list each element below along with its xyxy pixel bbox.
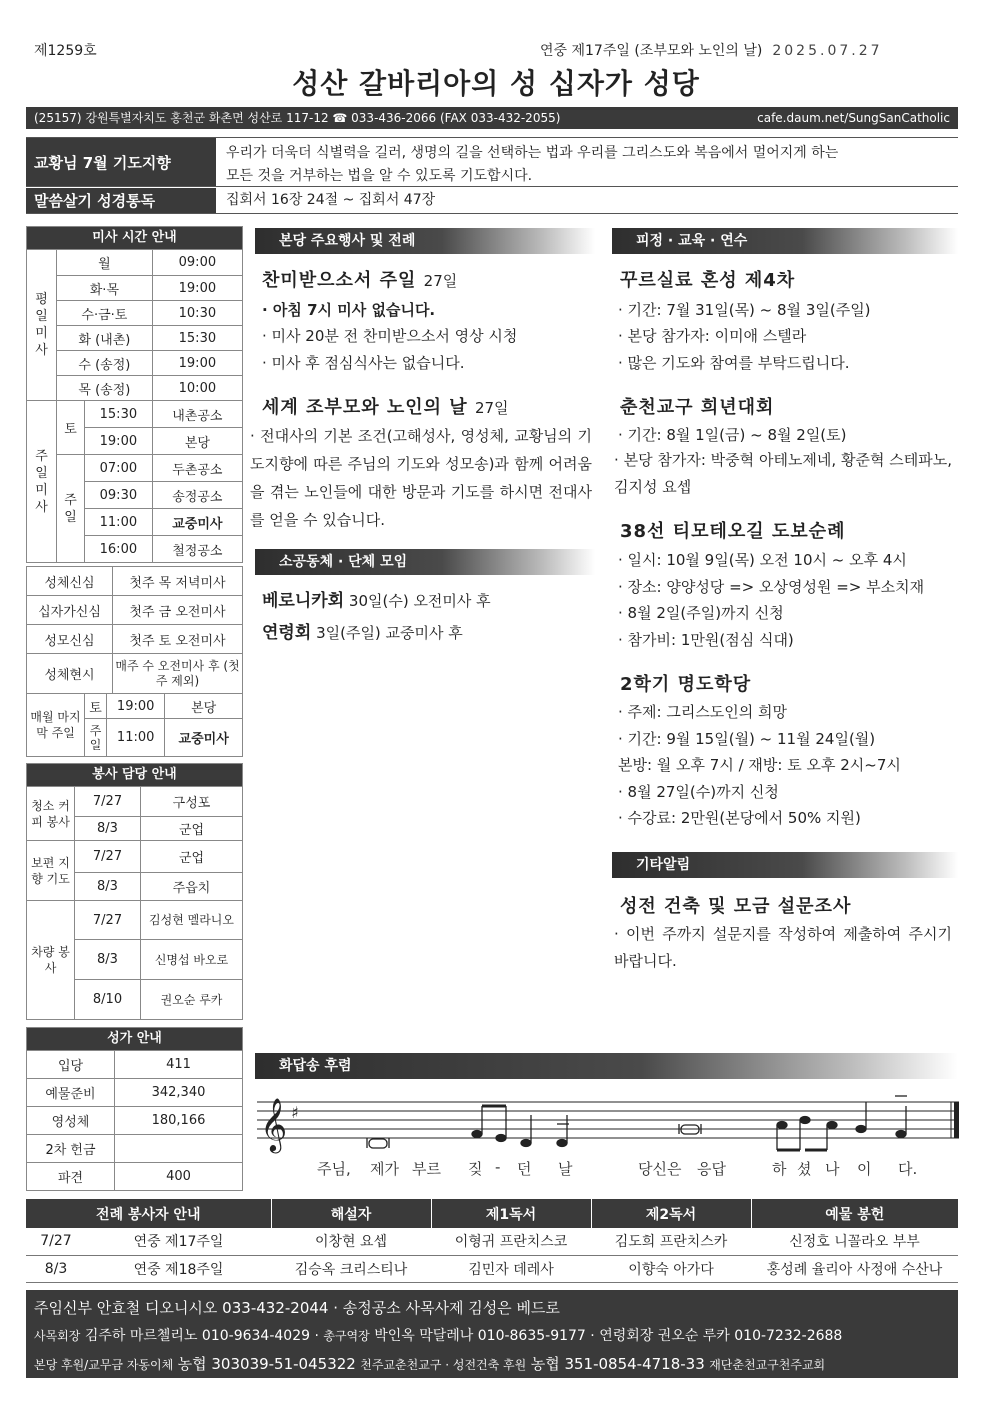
devotion-name: 성체신심 <box>27 567 113 596</box>
minister-offering: 홍성례 율리아 사정애 수산나 <box>766 1261 943 1278</box>
minister-reader1: 이형귀 프란치스코 <box>454 1234 568 1251</box>
service-date: 8/3 <box>75 817 141 841</box>
lyric: 짖 <box>468 1160 483 1178</box>
service-person: 주읍치 <box>141 873 243 901</box>
hymn-label: 파견 <box>27 1163 115 1191</box>
group-meeting: 베로니카회 30일(수) 오전미사 후 <box>262 591 491 611</box>
event-paragraph: · 전대사의 기본 조건(고해성사, 영성체, 교황님의 기도지향에 따른 주님의 기도와 성모송)과 함께 어려움을 겪는 노인들에 대한 방문과 기도를 하시면 전대사를 얻을 수 있습니다. <box>250 427 592 529</box>
service-date: 8/3 <box>75 940 141 980</box>
hymn-number: 342,340 <box>115 1079 243 1107</box>
devotion-name: 십자가신심 <box>27 596 113 625</box>
bible-reading-label: 말씀살기 성경통독 <box>26 188 216 213</box>
lyric: 주님, <box>317 1160 351 1178</box>
minister-commentator: 이창현 요셉 <box>314 1234 388 1251</box>
retreat-line: · 주제: 그리스도인의 희망 <box>618 703 788 721</box>
footer-contacts <box>26 1290 958 1378</box>
sunday-info <box>540 40 883 60</box>
event-heading: 찬미받으소서 주일 27일 <box>262 270 458 291</box>
section-header-groups: 소공동체 · 단체 모임 <box>255 549 595 575</box>
minister-reader2: 김도희 프란치스카 <box>614 1234 728 1251</box>
sunday-place: 교중미사 <box>152 509 242 536</box>
hymn-label: 영성체 <box>27 1107 115 1135</box>
retreat-line: 본방: 월 오후 7시 / 재방: 토 오후 2시~7시 <box>618 756 901 774</box>
sunday-place: 본당 <box>152 428 242 455</box>
sunday-time: 15:30 <box>85 401 153 428</box>
sunday-place: 두촌공소 <box>152 455 242 482</box>
hymn-label: 예물준비 <box>27 1079 115 1107</box>
retreat-heading: 2학기 명도학당 <box>620 674 752 695</box>
hymn-label: 입당 <box>27 1051 115 1079</box>
retreat-line: · 수강료: 2만원(본당에서 50% 지원) <box>618 809 861 827</box>
footer-council: 사목회장 김주하 마르첼리노 010-9634-4029 · 총구역장 박인옥 막달레나 010-8635-9177 · 연령회장 권오순 루카 010-7232-2688 <box>34 1328 843 1344</box>
ministers-header: 전례 봉사자 안내 <box>26 1199 271 1228</box>
sunday-time: 11:00 <box>85 509 153 536</box>
mass-schedule-title: 미사 시간 안내 <box>27 227 243 250</box>
weekday-day: 화 (내촌) <box>57 326 153 351</box>
retreat-paragraph: · 본당 참가자: 박중혁 아테노제네, 황준혁 스테파노, 김지성 요셉 <box>614 451 952 496</box>
event-line: · 미사 20분 전 찬미받으소서 영상 시청 <box>262 327 518 345</box>
hymn-number: 400 <box>115 1163 243 1191</box>
lyric: 부르 <box>412 1160 441 1178</box>
event-heading: 세계 조부모와 노인의 날 27일 <box>262 397 509 418</box>
retreat-line: · 기간: 8월 1일(금) ~ 8월 2일(토) <box>618 426 847 444</box>
hymn-number <box>115 1135 243 1163</box>
ministers-header: 해설자 <box>271 1199 431 1228</box>
weekday-time: 10:30 <box>152 301 242 326</box>
sunday-mass-label: 주일미사 <box>27 401 57 563</box>
retreat-line: · 기간: 9월 15일(월) ~ 11월 24일(월) <box>618 730 876 748</box>
sunday-time: 16:00 <box>85 536 153 563</box>
service-date: 7/27 <box>75 841 141 873</box>
service-person: 군업 <box>141 817 243 841</box>
devotion-when: 첫주 목 저녁미사 <box>113 567 243 596</box>
prayer-intention-line2: 모든 것을 거부하는 법을 알 수 있도록 기도합시다. <box>226 168 533 184</box>
event-line: · 미사 후 점심식사는 없습니다. <box>262 354 465 372</box>
service-person: 구성포 <box>141 787 243 817</box>
sunday-place: 내촌공소 <box>152 401 242 428</box>
lyric: 다. <box>898 1160 918 1178</box>
section-header-retreats: 피정 · 교육 · 연수 <box>612 228 958 254</box>
service-person: 신명섭 바오로 <box>141 940 243 980</box>
sunday-place: 철정공소 <box>152 536 242 563</box>
hymn-number: 180,166 <box>115 1107 243 1135</box>
retreat-line: · 8월 2일(주일)까지 신청 <box>618 604 784 622</box>
group-meeting: 연령회 3일(주일) 교중미사 후 <box>262 623 463 643</box>
devotion-when: 매주 수 오전미사 후 (첫 주 제외) <box>113 654 243 694</box>
hymn-label: 2차 헌금 <box>27 1135 115 1163</box>
lyric: 셨 <box>797 1160 812 1178</box>
bible-reading-row <box>26 188 958 214</box>
retreat-line: · 많은 기도와 참여를 부탁드립니다. <box>618 354 850 372</box>
retreat-line: · 장소: 양양성당 => 오상영성원 => 부소치재 <box>618 578 925 596</box>
devotion-when: 첫주 토 오전미사 <box>113 625 243 654</box>
section-header-other: 기타알림 <box>612 852 958 878</box>
last-sunday-time: 19:00 <box>107 694 165 719</box>
service-person: 권오순 루카 <box>141 980 243 1020</box>
minister-reader1: 김민자 데레사 <box>468 1261 554 1278</box>
service-table <box>26 763 243 1020</box>
service-title: 봉사 담당 안내 <box>27 764 243 787</box>
weekday-time: 10:00 <box>152 376 242 401</box>
issue-number: 제1259호 <box>34 43 97 59</box>
lyric: 제가 <box>370 1160 399 1178</box>
prayer-intention-row <box>26 137 958 187</box>
prayer-intention-line1: 우리가 더욱더 식별력을 길러, 생명의 길을 선택하는 법과 우리를 그리스도와 복음에서 멀어지게 하는 <box>226 145 839 161</box>
minister-commentator: 김승옥 크리스티나 <box>294 1261 408 1278</box>
sunday-sub-label: 주일 <box>57 455 85 563</box>
weekday-time: 15:30 <box>152 326 242 351</box>
last-sunday-place: 교중미사 <box>165 719 243 757</box>
weekday-day: 월 <box>57 250 153 276</box>
retreat-line: · 일시: 10월 9일(목) 오전 10시 ~ 오후 4시 <box>618 551 907 569</box>
sunday-time: 07:00 <box>85 455 153 482</box>
weekday-day: 수 (송정) <box>57 351 153 376</box>
saturday-label: 토 <box>57 401 85 455</box>
retreat-heading: 꾸르실료 혼성 제4차 <box>620 270 796 291</box>
service-date: 8/3 <box>75 873 141 901</box>
service-date: 7/27 <box>75 901 141 940</box>
minister-date: 8/3 <box>44 1260 68 1277</box>
devotion-when: 첫주 금 오전미사 <box>113 596 243 625</box>
ministers-header: 제1독서 <box>431 1199 591 1228</box>
minister-date: 7/27 <box>40 1233 72 1250</box>
footer-priest: 주임신부 안효철 디오니시오 033-432-2044 · 송정공소 사목사제 김성은 베드로 <box>34 1299 560 1317</box>
section-header-psalm: 화답송 후렴 <box>255 1053 958 1079</box>
notice-heading: 성전 건축 및 모금 설문조사 <box>620 896 852 917</box>
psalm-lyrics <box>255 1158 960 1180</box>
notice-paragraph: · 이번 주까지 설문지를 작성하여 제출하여 주시기 바랍니다. <box>614 925 952 970</box>
lyric: 날 <box>558 1160 573 1178</box>
prayer-intention-text <box>226 138 958 188</box>
ministers-row <box>26 1255 958 1282</box>
sunday-time: 19:00 <box>85 428 153 455</box>
bible-reading-text: 집회서 16장 24절 ~ 집회서 47장 <box>226 192 436 208</box>
lyric: 던 <box>517 1160 532 1178</box>
cafe-link[interactable]: cafe.daum.net/SungSanCatholic <box>757 111 950 125</box>
weekday-day: 화·목 <box>57 276 153 301</box>
service-group-name: 보편 지향 기도 <box>27 841 75 901</box>
weekday-day: 목 (송정) <box>57 376 153 401</box>
retreat-line: · 참가비: 1만원(점심 식대) <box>618 631 794 649</box>
weekday-day: 수·금·토 <box>57 301 153 326</box>
lyric: 하 <box>772 1160 787 1178</box>
retreat-line: · 본당 참가자: 이미애 스텔라 <box>618 327 807 345</box>
weekday-time: 19:00 <box>152 276 242 301</box>
hymn-number: 411 <box>115 1051 243 1079</box>
event-line: · 아침 7시 미사 없습니다. <box>262 301 436 319</box>
service-date: 8/10 <box>75 980 141 1020</box>
last-sunday-day: 주일 <box>85 719 107 757</box>
minister-sunday: 연중 제18주일 <box>133 1261 224 1278</box>
devotion-name: 성모신심 <box>27 625 113 654</box>
last-sunday-label: 매월 마지막 주일 <box>27 694 85 757</box>
ministers-table <box>26 1199 958 1283</box>
service-group-name: 청소 커피 봉사 <box>27 787 75 841</box>
lyric: 당신은 <box>638 1160 682 1178</box>
lyric: 나 <box>825 1160 840 1178</box>
last-sunday-time: 11:00 <box>107 719 165 757</box>
page-title: 성산 갈바리아의 성 십자가 성당 <box>292 67 700 100</box>
hymn-title: 성가 안내 <box>27 1028 243 1051</box>
service-group-name: 차량 봉사 <box>27 901 75 1020</box>
weekday-time: 19:00 <box>152 351 242 376</box>
devotion-table <box>26 566 243 694</box>
service-person: 군업 <box>141 841 243 873</box>
lyric: 이 <box>857 1160 872 1178</box>
ministers-header: 제2독서 <box>591 1199 751 1228</box>
minister-sunday: 연중 제17주일 <box>133 1234 224 1251</box>
last-sunday-day: 토 <box>85 694 107 719</box>
last-sunday-table <box>26 693 243 757</box>
section-header-parish-events: 본당 주요행사 및 전례 <box>255 228 595 254</box>
retreat-heading: 38선 티모테오길 도보순례 <box>620 521 846 542</box>
ministers-row <box>26 1228 958 1255</box>
treble-clef-icon: 𝄞 <box>260 1097 288 1151</box>
prayer-intention-label: 교황님 7월 기도지향 <box>26 138 216 186</box>
retreat-line: · 8월 27일(수)까지 신청 <box>618 783 779 801</box>
minister-offering: 신정호 니꼴라오 부부 <box>789 1234 920 1251</box>
weekday-mass-label: 평일미사 <box>27 250 57 401</box>
sunday-name: 연중 제17주일 (조부모와 노인의 날) <box>540 43 763 59</box>
address-text: (25157) 강원특별자치도 홍천군 화촌면 성산로 117-12 ☎ 033-436-2066 (FAX 033-432-2055) <box>34 111 561 125</box>
hymn-table <box>26 1027 243 1191</box>
issue-date: 2025.07.27 <box>772 43 883 59</box>
footer-donation: 본당 후원/교무금 자동이체 농협 303039-51-045322 천주교춘천교구 · 성전건축 후원 농협 351-0854-4718-33 재단춘천교구천주교회 <box>34 1355 826 1373</box>
mass-schedule-table <box>26 226 243 563</box>
ministers-header: 예물 봉헌 <box>825 1206 885 1223</box>
weekday-time: 09:00 <box>152 250 242 276</box>
retreat-heading: 춘천교구 희년대회 <box>620 397 775 418</box>
service-person: 김성현 멜라니오 <box>141 901 243 940</box>
last-sunday-place: 본당 <box>165 694 243 719</box>
sharp-icon: ♯ <box>291 1103 299 1122</box>
lyric: - <box>495 1158 501 1176</box>
minister-reader2: 이향숙 아가다 <box>628 1261 714 1278</box>
address-bar <box>26 107 958 129</box>
sunday-place: 송정공소 <box>152 482 242 509</box>
service-date: 7/27 <box>75 787 141 817</box>
sunday-time: 09:30 <box>85 482 153 509</box>
lyric: 응답 <box>697 1160 726 1178</box>
retreat-line: · 기간: 7월 31일(목) ~ 8월 3일(주일) <box>618 301 871 319</box>
devotion-name: 성체현시 <box>27 654 113 694</box>
